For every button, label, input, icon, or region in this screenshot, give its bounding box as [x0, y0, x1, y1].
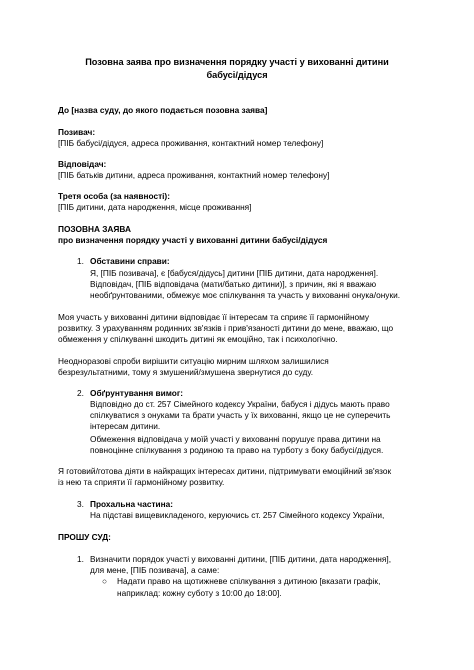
section-3-line: На підставі вищевикладеного, керуючись ст. 257 Сімейного кодексу України, [90, 510, 385, 520]
request-item-1-line: Визначити порядок участі у вихованні дитини, [ПІБ дитини, дата народження], [90, 554, 391, 564]
section-2-line: повноцінне спілкування з родиною та право на турботу з боку бабусі/дідуся. [90, 445, 384, 455]
paragraph-3-line: Я готовий/готова діяти в найкращих інтересах дитини, підтримувати емоційний зв'язок [58, 466, 392, 476]
section-1-line: Відповідач, [ПІБ відповідача (мати/батько дитини)], з причин, які я вважаю [90, 279, 377, 289]
paragraph-2-line: безрезультатними, тому я змушений/змушена звернутися до суду. [58, 367, 314, 377]
defendant-label: Відповідач: [58, 159, 107, 169]
section-2-line: Відповідно до ст. 257 Сімейного кодексу України, бабуся і дідусь мають право [90, 399, 390, 409]
section-2-heading: Обґрунтування вимог: [90, 388, 184, 398]
defendant-value: [ПІБ батьків дитини, адреса проживання, контактний номер телефону] [58, 170, 330, 180]
document-title-line-1: Позовна заява про визначення порядку участі у вихованні дитини [85, 57, 389, 67]
bullet-circle-icon: ○ [102, 576, 108, 586]
section-3-heading: Прохальна частина: [90, 499, 174, 509]
paragraph-2-line: Неодноразові спроби вирішити ситуацію мирним шляхом залишилися [58, 356, 329, 366]
court-line: До [назва суду, до якого подається позовна заява] [58, 105, 268, 115]
third-party-value: [ПІБ дитини, дата народження, місце проживання] [58, 202, 252, 212]
claim-heading-subtitle: про визначення порядку участі у вихованні дитини бабусі/дідуся [58, 235, 328, 245]
request-heading: ПРОШУ СУД: [58, 532, 111, 542]
plaintiff-value: [ПІБ бабусі/дідуся, адреса проживання, контактний номер телефону] [58, 138, 324, 148]
plaintiff-label: Позивач: [58, 127, 96, 137]
request-item-1-number: 1. [77, 554, 84, 564]
section-1-line: Я, [ПІБ позивача], є [бабуся/дідусь] дитини [ПІБ дитини, дата народження]. [90, 268, 379, 278]
section-2-line: спілкуватися з онуками та брати участь у їх вихованні, якщо це не суперечить [90, 410, 391, 420]
paragraph-1-line: Моя участь у вихованні дитини відповідає її інтересам та сприяє її гармонійному [58, 312, 370, 322]
section-3-number: 3. [77, 499, 84, 509]
paragraph-3-line: із нею та сприяти її гармонійному розвитку. [58, 477, 225, 487]
section-1-heading: Обставини справи: [90, 256, 170, 266]
section-2-line: Обмеження відповідача у моїй участі у вихованні порушує права дитини на [90, 434, 381, 444]
request-item-1-line: для мене, [ПІБ позивача], а саме: [90, 565, 220, 575]
paragraph-1-line: розвитку. З урахуванням родинних зв'язків і прив'язаності дитини до мене, вважаю, що [58, 323, 394, 333]
request-subitem-line: Надати право на щотижневе спілкування з дитиною [вказати графік, [117, 576, 381, 586]
third-party-label: Третя особа (за наявності): [58, 191, 170, 201]
request-subitem-line: наприклад: кожну суботу з 10:00 до 18:00]. [117, 588, 282, 598]
section-1-line: необґрунтованими, обмежує моє спілкування та участь у вихованні онука/онуки. [90, 290, 401, 300]
paragraph-1-line: обмеження у спілкуванні шкодить дитині як емоційно, так і психологічно. [58, 334, 338, 344]
section-1-number: 1. [77, 256, 84, 266]
section-2-line: інтересам дитини. [90, 421, 161, 431]
claim-heading-title: ПОЗОВНА ЗАЯВА [58, 224, 131, 234]
section-2-number: 2. [77, 388, 84, 398]
document-title-line-2: бабусі/дідуся [206, 70, 268, 80]
